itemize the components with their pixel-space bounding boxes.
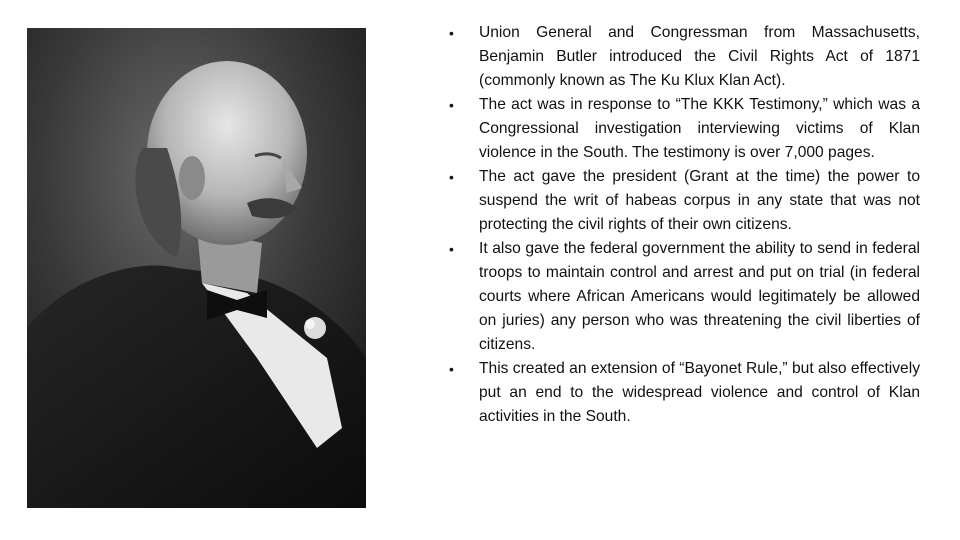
bullet-text: The act gave the president (Grant at the time) the power to suspend the writ of habeas corpus in any state that was not protecting the civil rights of their own citizens. <box>479 168 920 233</box>
bullet-icon: • <box>449 241 454 257</box>
bullet-text: This created an extension of “Bayonet Rule,” but also effectively put an end to the widespread violence and control of Klan activities in the South. <box>479 360 920 425</box>
bullet-text: The act was in response to “The KKK Testimony,” which was a Congressional investigation interviewing victims of Klan violence in the South. The testimony is over 7,000 pages. <box>479 96 920 161</box>
bullet-text: It also gave the federal government the ability to send in federal troops to maintain control and arrest and put on trial (in federal courts where African Americans would legitimately be allowed on juries) any person who was threatening the civil liberties of citizens. <box>479 240 920 353</box>
list-item <box>448 357 920 429</box>
bullet-text: Union General and Congressman from Massachusetts, Benjamin Butler introduced the Civil Rights Act of 1871 (commonly known as The Ku Klux Klan Act). <box>479 24 920 89</box>
bullet-icon: • <box>449 97 454 113</box>
portrait-illustration <box>27 28 366 508</box>
list-item <box>448 21 920 93</box>
bullet-icon: • <box>449 25 454 41</box>
portrait-photo <box>27 28 366 508</box>
list-item <box>448 165 920 237</box>
list-item <box>448 237 920 357</box>
list-item <box>448 93 920 165</box>
bullet-icon: • <box>449 361 454 377</box>
bullet-list <box>448 21 920 429</box>
bullet-icon: • <box>449 169 454 185</box>
